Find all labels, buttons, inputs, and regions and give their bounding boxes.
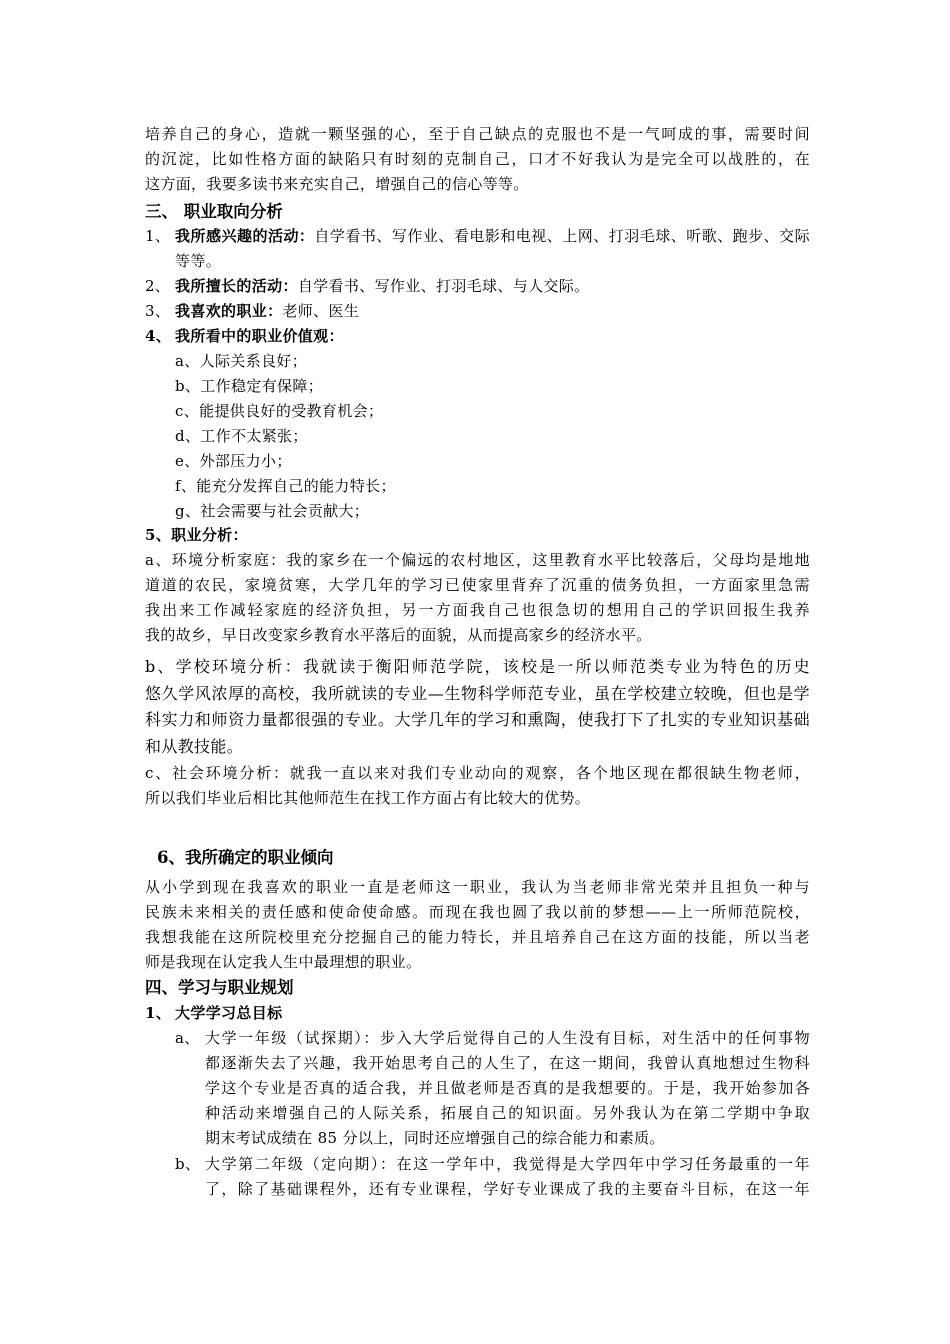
item-label: 我喜欢的职业： bbox=[175, 302, 283, 320]
text-line: 学这个专业是否真的适合我，并且做老师是否真的是我想要的。于是，我开始参加各 bbox=[205, 1079, 810, 1097]
year-one-item bbox=[145, 1026, 810, 1151]
list-number: 2、 bbox=[145, 277, 171, 295]
list-item bbox=[145, 1152, 810, 1202]
sublist-item: e、外部压力小； bbox=[175, 452, 292, 470]
tendency-paragraph bbox=[145, 875, 810, 975]
sublist-item: f、能充分发挥自己的能力特长； bbox=[175, 477, 396, 495]
list-number: a、 bbox=[175, 1029, 200, 1047]
list-number: 1、 bbox=[145, 1004, 172, 1022]
item-text: 自学看书、写作业、打羽毛球、与人交际。 bbox=[297, 277, 590, 295]
text-line: 大学一年级（试探期）：步入大学后觉得自己的人生没有目标，对生活中的任何事物 bbox=[205, 1029, 810, 1047]
list-item bbox=[145, 274, 810, 299]
list-item bbox=[145, 1026, 810, 1151]
school-analysis-paragraph bbox=[145, 654, 810, 760]
item-text-cont: 等等。 bbox=[175, 252, 222, 270]
list-number: 4、 bbox=[145, 327, 172, 345]
skills-item bbox=[145, 274, 810, 299]
text-line: 种活动来增强自己的人际关系，拓展自己的知识面。另外我认为在第二学期中争取 bbox=[205, 1104, 810, 1122]
sublist-item: g、社会需要与社会贡献大； bbox=[175, 502, 370, 520]
intro-paragraph bbox=[145, 122, 810, 197]
item-label: 我所看中的职业价值观： bbox=[175, 327, 344, 345]
social-analysis-paragraph bbox=[145, 761, 810, 811]
text-line: 道道的农民，家境贫寒，大学几年的学习已使家里背弃了沉重的债务负担，一方面家里急需 bbox=[145, 576, 810, 594]
goal-item bbox=[145, 1001, 810, 1026]
values-item bbox=[145, 324, 810, 524]
sublist-item: d、工作不太紧张； bbox=[175, 427, 308, 445]
item-label: 大学学习总目标 bbox=[175, 1004, 283, 1022]
text-line: 我想我能在这所院校里充分挖掘自己的能力特长，并且培养自己在这方面的技能，所以当老 bbox=[145, 928, 810, 946]
text-line: 培养自己的身心，造就一颗坚强的心，至于自己缺点的克服也不是一气呵成的事，需要时间 bbox=[145, 125, 810, 143]
section-heading-3: 三、 职业取向分析 bbox=[145, 202, 283, 221]
text-line: 的沉淀，比如性格方面的缺陷只有时刻的克制自己，口才不好我认为是完全可以战胜的，在 bbox=[145, 150, 810, 168]
interests-item bbox=[145, 224, 810, 274]
text-line: 师是我现在认定我人生中最理想的职业。 bbox=[145, 953, 422, 971]
text-line: a、环境分析家庭：我的家乡在一个偏远的农村地区，这里教育水平比较落后，父母均是地地 bbox=[145, 551, 810, 569]
item-label: 我所感兴趣的活动： bbox=[175, 227, 315, 245]
family-analysis-paragraph bbox=[145, 548, 810, 648]
text-line: 从小学到现在我喜欢的职业一直是老师这一职业，我认为当老师非常光荣并且担负一种与 bbox=[145, 878, 810, 896]
text-line: 科实力和师资力量都很强的专业。大学几年的学习和熏陶，使我打下了扎实的专业知识基础 bbox=[145, 710, 810, 729]
sublist-item: b、工作稳定有保障； bbox=[175, 377, 324, 395]
year-two-item bbox=[145, 1152, 810, 1202]
values-sublist bbox=[145, 349, 810, 524]
list-number: b、 bbox=[175, 1155, 201, 1173]
text-line: 了，除了基础课程外，还有专业课程，学好专业课成了我的主要奋斗目标，在这一年 bbox=[205, 1180, 810, 1198]
sublist-item: c、能提供良好的受教育机会； bbox=[175, 402, 384, 420]
item-text: 自学看书、写作业、看电影和电视、上网、打羽毛球、听歌、跑步、交际 bbox=[314, 227, 810, 245]
tendency-heading: 6、我所确定的职业倾向 bbox=[157, 848, 334, 867]
text-line: 这方面，我要多读书来充实自己，增强自己的信心等等。 bbox=[145, 175, 529, 193]
text-line: 和从教技能。 bbox=[145, 736, 244, 756]
text-line: 期末考试成绩在 85 分以上，同时还应增强自己的综合能力和素质。 bbox=[205, 1129, 665, 1147]
career-item bbox=[145, 299, 810, 324]
text-line: 所以我们毕业后相比其他师范生在找工作方面占有比较大的优势。 bbox=[145, 789, 591, 807]
list-item bbox=[145, 224, 810, 274]
text-line: b、学校环境分析：我就读于衡阳师范学院，该校是一所以师范类专业为特色的历史 bbox=[145, 657, 810, 676]
list-item bbox=[145, 324, 810, 349]
list-number: 1、 bbox=[145, 227, 171, 245]
text-line: 大学第二年级（定向期）：在这一学年中，我觉得是大学四年中学习任务最重的一年 bbox=[205, 1155, 810, 1173]
section-heading-4: 四、学习与职业规划 bbox=[145, 978, 294, 997]
text-line: 悠久学风浓厚的高校，我所就读的专业—生物科学师范专业，虽在学校建立较晚，但也是学 bbox=[145, 683, 810, 703]
analysis-heading: 5、职业分析： bbox=[145, 526, 248, 544]
text-line: 我的故乡，早日改变家乡教育水平落后的面貌，从而提高家乡的经济水平。 bbox=[145, 626, 652, 644]
text-line: 我出来工作减轻家庭的经济负担，另一方面我自己也很急切的想用自己的学识回报生我养 bbox=[145, 601, 810, 619]
text-line: c、社会环境分析：就我一直以来对我们专业动向的观察，各个地区现在都很缺生物老师， bbox=[145, 764, 810, 782]
list-number: 3、 bbox=[145, 302, 171, 320]
list-item bbox=[145, 1001, 810, 1026]
item-label: 我所擅长的活动： bbox=[175, 277, 298, 295]
item-text: 老师、医生 bbox=[282, 302, 360, 320]
list-item bbox=[145, 299, 810, 324]
text-line: 民族未来相关的责任感和使命使命感。而现在我也圆了我以前的梦想——上一所师范院校， bbox=[145, 903, 810, 921]
text-line: 都逐渐失去了兴趣，我开始思考自己的人生了，在这一期间，我曾认真地想过生物科 bbox=[205, 1054, 810, 1072]
sublist-item: a、人际关系良好； bbox=[175, 352, 308, 370]
